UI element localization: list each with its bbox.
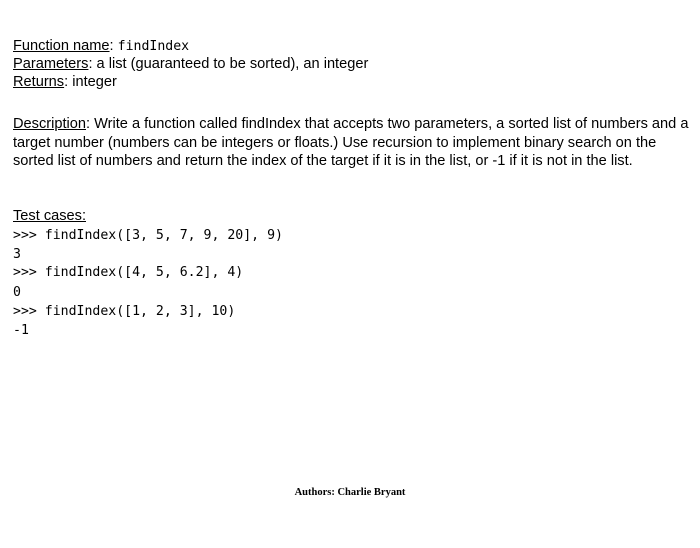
parameters-value: a list (guaranteed to be sorted), an integer — [96, 56, 369, 72]
returns-value: integer — [72, 74, 117, 90]
function-name-value: findIndex — [117, 39, 190, 54]
parameters-line: Parameters: a list (guaranteed to be sorted), an integer — [13, 56, 369, 72]
parameters-label: Parameters — [13, 56, 89, 72]
test-case-result-2: 0 — [13, 285, 21, 300]
test-cases-section — [13, 207, 689, 225]
test-case-call-3: >>> findIndex([1, 2, 3], 10) — [13, 304, 236, 319]
test-case-call-1: >>> findIndex([3, 5, 7, 9, 20], 9) — [13, 228, 283, 243]
description-text: Write a function called findIndex that accepts two parameters, a sorted list of numbers and a target number (numbers can be integers or floats.) Use recursion to implement binary search on the sorted list of numbers and return the index of the target if it is in the list, or -1 if it is not in the list. — [13, 116, 689, 169]
authors-footer: Authors: Charlie Bryant — [294, 487, 406, 498]
test-case-result-3: -1 — [13, 323, 29, 338]
returns-line: Returns: integer — [13, 74, 117, 90]
test-cases-label: Test cases: — [13, 208, 86, 224]
function-name-line: Function name: findIndex — [13, 38, 190, 54]
description-section: Description: Write a function called findIndex that accepts two parameters, a sorted list of numbers and a target number (numbers can be integers or floats.) Use recursion to implement binary search on the sorted list of numbers and return the index of the target if it is in the list, or -1 if it is not in the list. — [13, 116, 689, 169]
returns-label: Returns — [13, 74, 65, 90]
test-case-call-2: >>> findIndex([4, 5, 6.2], 4) — [13, 265, 244, 280]
header-section — [13, 37, 689, 91]
test-case-result-1: 3 — [13, 247, 21, 262]
function-name-label: Function name — [13, 38, 110, 54]
description-label: Description — [13, 116, 86, 132]
